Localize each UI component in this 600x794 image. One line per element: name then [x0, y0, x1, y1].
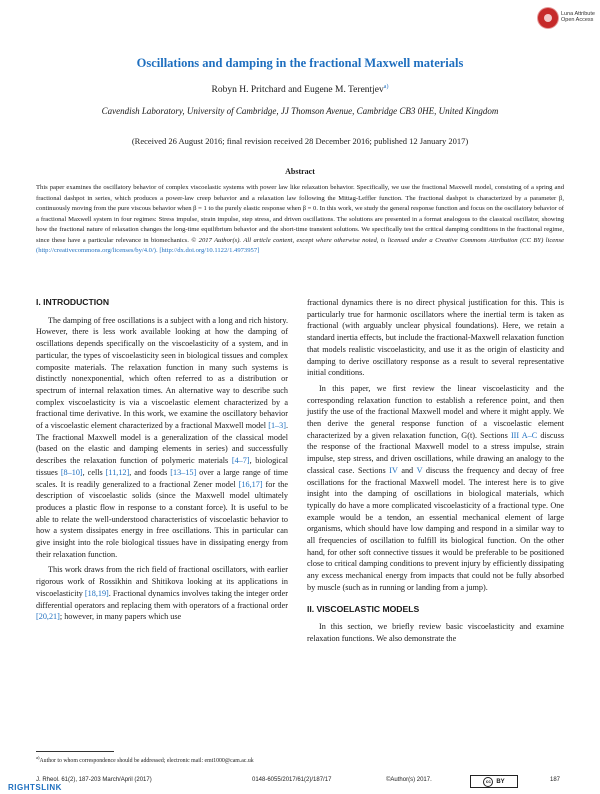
author-line: [0, 84, 600, 95]
footer-journal: J. Rheol. 61(2), 187-203 March/April (2017): [36, 777, 152, 783]
author-names: Robyn H. Pritchard and Eugene M. Terentjev: [211, 85, 384, 96]
section-link[interactable]: III A–C: [510, 430, 538, 440]
footnote-text: Author to whom correspondence should be addressed; electronic mail: emt1000@cam.ac.uk: [39, 757, 254, 764]
publisher-subtext: Open Access: [561, 17, 594, 23]
footer-issn: 0148-6055/2017/61(2)/187/17: [252, 777, 332, 783]
section-heading-viscoelastic-models: II. VISCOELASTIC MODELS: [307, 603, 420, 614]
section-link[interactable]: V: [416, 465, 423, 475]
citation-link[interactable]: [8–10]: [60, 467, 83, 477]
publisher-seal-icon: [538, 8, 558, 28]
paragraph: This work draws from the rich field of fractional oscillators, with earlier rigorous work of Rossikhin and Shitikova looking at its applications in viscoelasticity [18,19]. Fractional dynamics involves taking the integer order differential operators and replacing them with operators of a fractional order [20,21]; however, in many papers which use: [36, 565, 289, 622]
rightslink-logo[interactable]: RIGHTSLINK: [8, 783, 62, 792]
section-link[interactable]: IV: [389, 465, 398, 475]
citation-link[interactable]: [4–7]: [231, 456, 250, 466]
citation-link[interactable]: [11,12]: [105, 467, 130, 477]
license-statement: © 2017 Author(s). All article content, except where otherwise noted, is licensed under a Creative Commons Attribution (CC BY) license: [191, 236, 564, 244]
right-column: [307, 297, 564, 649]
affiliation: Cavendish Laboratory, University of Cambridge, JJ Thomson Avenue, Cambridge CB3 0HE, United Kingdom: [101, 106, 499, 116]
paragraph: In this section, we briefly review basic viscoelasticity and examine relaxation functions. We also demonstrate the: [307, 622, 564, 643]
received-dates: (Received 26 August 2016; final revision received 28 December 2016; published 12 January 2017): [131, 136, 469, 146]
abstract-body: [36, 183, 564, 257]
page-number: 187: [550, 777, 561, 783]
citation-link[interactable]: [18,19]: [84, 588, 109, 598]
footnote-marker: a): [36, 755, 40, 760]
license-link[interactable]: (http://creativecommons.org/licenses/by/4.0/).: [36, 247, 158, 254]
left-column: [36, 297, 288, 627]
cc-icon: cc: [483, 777, 493, 787]
publisher-logo-text: [561, 11, 595, 23]
citation-link[interactable]: [13–15]: [170, 467, 197, 477]
cc-license-badge[interactable]: [470, 775, 518, 788]
author-footnote-marker[interactable]: a): [383, 84, 389, 90]
article-title: Oscillations and damping in the fractional Maxwell materials: [136, 56, 464, 70]
publisher-logo[interactable]: [538, 8, 594, 30]
footer-copyright: ©Author(s) 2017.: [386, 777, 432, 783]
publisher-name: Luna Attribute: [561, 11, 595, 17]
citation-link[interactable]: [16,17]: [238, 479, 263, 489]
paragraph: In this paper, we first review the linear viscoelasticity and the corresponding relaxation function to establish a reference point, and then justify the use of the fractional Maxwell model and where it might apply. We then derive the general response function of a viscoelastic element characterized by a given relaxation function, G(t). Sections III A–C discuss the response of the fractional Maxwell model to a stress impulse, strain impulse, step stress, and driven oscillations, while drawing an analogy to the classical case. Sections IV and V discuss the frequency and decay of free oscillations for the fractional Maxwell model. The interest here is to give insight into the damping of oscillations in biological materials, which typically do have a more complicated viscoelasticity of a fractional type. One example would be a tendon, an essential mechanical element of large organisms, which should have low damping and respond in a similar way to all frequencies of oscillation to fulfill its biological function. On the other hand, for other soft connective tissues it would be preferable to be positioned close to critical damping conditions to prevent injury by efficiently dissipating any excess mechanical energy from impacts that could not be fully absorbed by muscle (such as in running or landing from a jump).: [307, 383, 565, 592]
abstract-text: This paper examines the oscillatory behavior of complex viscoelastic systems with power law like relaxation behavior. Specifically, we use the fractional Maxwell model, consisting of a spring and fractional dashpot in series, which produces a power-law creep behavior and a relaxation law following the Mittag-Leffler function. The fractional dashpot is characterized by a parameter β, continuously moving from the pure viscous behavior when β = 1 to the purely elastic response when β = 0. In this work, we study the general response function and focus on the oscillatory behavior of a fractional Maxwell system in four regimes: Stress impulse, strain impulse, step stress, and driven oscillations. The solutions are presented in a format analogous to the classical oscillator, showing how the fractional nature of relaxation changes the long-time equilibrium behavior and the short-time transient solutions. We specifically test the critical damping conditions in the fractional regime, since these have a particular relevance in biomechanics.: [36, 184, 564, 244]
paragraph: fractional dynamics there is no direct physical justification for this. This is particularly true for harmonic oscillators where the inertial term is taken as fractional (with arguably unclear physical foundations). Here, we retain a standard inertia effects, but include the fractional-Maxwell relaxation function that models realistic viscoelasticity, and use it as the origin of elasticity and damping to derive oscillatory response as a result to several representative initial conditions.: [307, 298, 564, 378]
footnote: [36, 754, 288, 765]
citation-link[interactable]: [1–3]: [268, 421, 286, 431]
doi-link[interactable]: [http://dx.doi.org/10.1122/1.4973957]: [159, 247, 260, 254]
section-heading-introduction: I. INTRODUCTION: [36, 297, 110, 307]
citation-link[interactable]: [20,21]: [36, 612, 60, 622]
paragraph: The damping of free oscillations is a subject with a long and rich history. However, there is less work available looking at how the damping of oscillations depends specifically on the viscoelasticity of a system, and in particular, the types of viscoelasticity seen in biological tissues and complex composite materials. The relaxation function in many such systems is distinctly nonexponential, which often referred to as a distribution or spectrum of internal relaxation times. An alternative way to describe such complex viscoelasticity is via a viscoelastic element characterized by a fractional time derivative. In this work, we examine the oscillatory behavior of a viscoelastic element characterized by a fractional Maxwell model [1–3]. The fractional Maxwell model is a generalization of the classical model (based on the elastic and damping elements in series) and successfully describes the relaxation function of polymeric materials [4–7], biological tissues [8–10], cells [11,12], and foods [13–15] over a large range of time scales. It is readily generalized to a fractional Zener model [16,17] for the description of viscoelastic solids (since the Maxwell model ultimately produces a plastic flow in response to a constant force). It is useful to be able to relate the well-understood characteristics of viscoelastic behavior to how a system dissipates energy in free oscillations. This in particular can give insight into the role biological tissues have in dissipating energy from their relaxation function.: [36, 315, 289, 559]
footnote-divider: [36, 751, 114, 752]
cc-label: BY: [496, 778, 505, 785]
abstract-heading: Abstract: [285, 167, 315, 176]
